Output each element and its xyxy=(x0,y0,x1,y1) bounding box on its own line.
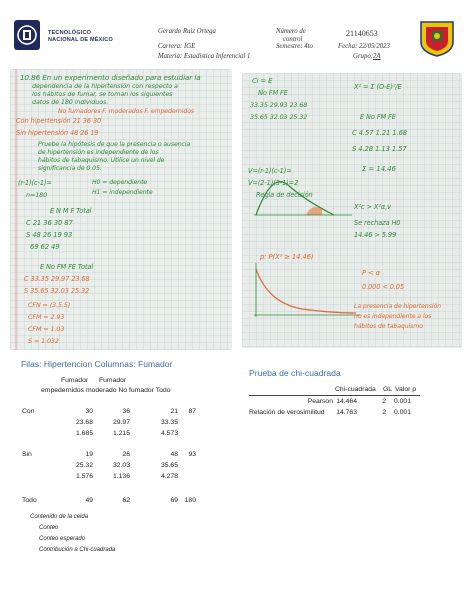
handwritten-line: No FM FE xyxy=(258,89,288,97)
group-label: Grupo: xyxy=(353,53,374,60)
chi-cell-p: 0.001 xyxy=(393,398,411,405)
handwritten-line: V=(r-1)(c-1)= xyxy=(248,167,292,175)
handwritten-line: P < α xyxy=(362,269,381,277)
table-cell: 26 xyxy=(122,451,130,458)
handwritten-line: V=(2-1)(3-1)=2 xyxy=(248,179,299,187)
school-crest-logo xyxy=(418,18,456,58)
handwritten-line: CFM = 1.03 xyxy=(28,325,65,333)
handwritten-line: no es independiente a los xyxy=(354,313,432,320)
handwritten-line: p: P(Χ² ≥ 14.46) xyxy=(260,253,314,261)
handwritten-line: datos de 180 individuos. xyxy=(32,98,109,106)
handwritten-line: La presencia de hipertensión xyxy=(354,303,441,310)
handwritten-line: S 35.65 32.03 25.32 xyxy=(24,287,90,295)
table-cell: 19 xyxy=(85,451,93,458)
col-header-fumador-1: Fumador xyxy=(61,377,89,384)
chi-cell-p: 0.001 xyxy=(393,409,411,416)
chi-square-title: Prueba de chi-cuadrada xyxy=(249,368,341,378)
table-cell: 23.68 xyxy=(75,419,93,426)
chi-cell-gl: 2 xyxy=(382,409,386,416)
handwritten-line: H0 = dependiente xyxy=(92,179,148,186)
semester: Semestre: 4to xyxy=(276,43,313,50)
subject: Materia: Estadística Inferencial 1 xyxy=(158,53,251,60)
table-cell: 4.278 xyxy=(160,473,178,480)
handwritten-line: 33.35 29.93 23.68 xyxy=(250,101,308,109)
handwritten-line: Sin hipertensión 48 26 19 xyxy=(16,129,99,137)
col-header-line-2: empedernidos moderado No fumador Todo xyxy=(41,387,171,394)
chi-cell-chi: 14.464 xyxy=(336,398,357,405)
contingency-title: Filas: Hipertencion Columnas: Fumador xyxy=(21,359,173,369)
control-number: 21140653 xyxy=(346,29,378,38)
row-label-todo: Todo xyxy=(22,497,37,504)
handwritten-line: Pruebe la hipótesis de que la presencia o ausencia xyxy=(38,141,191,148)
handwritten-line: (r-1)(c-1)= xyxy=(18,179,52,187)
handwritten-line: Se rechaza H0 xyxy=(354,219,401,227)
chi-header-rule xyxy=(249,395,420,396)
handwritten-line: CFM = 2.93 xyxy=(28,313,65,321)
handwritten-line: H1 = independiente xyxy=(92,189,153,196)
table-cell: 25.32 xyxy=(75,462,93,469)
handwritten-line: E No FM FE Total xyxy=(40,263,94,271)
handwritten-line: 35.65 32.03 25.32 xyxy=(250,113,308,121)
handwritten-line: Con hipertensión 21 36 30 xyxy=(16,117,102,125)
handwritten-line: C 21 36 30 87 xyxy=(26,219,73,227)
handwritten-line: E N M F Total xyxy=(50,207,92,215)
handwritten-line: CFN = (3.5.5) xyxy=(28,301,71,309)
chi-row-label: Pearson xyxy=(307,398,333,405)
handwritten-line: n=180 xyxy=(26,191,48,199)
handwritten-line: C 33.35 29.97 23.68 xyxy=(24,275,90,283)
handwritten-line: No fumadores F. moderados F. empedernidos xyxy=(58,108,195,115)
handwritten-line: Ci = E xyxy=(252,77,273,85)
control-label-1: Número de xyxy=(276,28,306,35)
chi-header-chi: Chi-cuadrada xyxy=(335,386,376,393)
control-label-2: control xyxy=(283,36,303,43)
table-cell: 29.97 xyxy=(112,419,130,426)
col-header-fumador-2: Fumador xyxy=(99,377,127,384)
handwritten-line: hábitos de tabaquismo. Utilice un nivel de xyxy=(38,157,165,164)
table-cell: 32.03 xyxy=(112,462,130,469)
table-cell: 87 xyxy=(188,408,196,415)
legend-title: Contenido de la celda xyxy=(30,514,89,520)
career: Carrera: IGE xyxy=(158,43,196,50)
handwritten-line: E No FM FE xyxy=(360,113,396,121)
handwritten-line: S 48 26 19 93 xyxy=(26,231,73,239)
tecnm-logo-text: TECNOLÓGICO NACIONAL DE MÉXICO xyxy=(48,30,113,43)
handwritten-notebook-right xyxy=(242,73,462,348)
handwritten-line: Regla de decisión xyxy=(256,191,313,199)
table-cell: 180 xyxy=(184,497,196,504)
table-cell: 1.685 xyxy=(75,430,93,437)
handwritten-line: hábitos de tabaquismo xyxy=(354,323,423,330)
handwritten-line: dependencia de la hipertensión con respecto a xyxy=(32,82,178,90)
table-cell: 69 xyxy=(170,497,178,504)
tecnm-logo xyxy=(12,18,42,52)
table-cell: 30 xyxy=(85,408,93,415)
date: Fecha: 22/05/2023 xyxy=(338,43,390,50)
table-cell: 49 xyxy=(85,497,93,504)
handwritten-line: Χ²c > Χ²α,v xyxy=(354,203,391,211)
table-cell: 21 xyxy=(170,408,178,415)
group-value: 2A xyxy=(373,53,381,60)
table-cell: 1.136 xyxy=(112,473,130,480)
table-cell: 36 xyxy=(122,408,130,415)
handwritten-line: 14.46 > 5.99 xyxy=(354,231,397,239)
handwritten-line: S = 1.032 xyxy=(28,337,59,345)
group xyxy=(353,53,381,60)
table-cell: 62 xyxy=(122,497,130,504)
handwritten-line: 0.000 < 0.05 xyxy=(362,283,405,291)
chi-header-p: Valor p xyxy=(395,386,417,393)
handwritten-line: significancia de 0.05. xyxy=(38,165,102,172)
table-cell: 4.573 xyxy=(160,430,178,437)
chi-header-gl: GL xyxy=(383,386,393,393)
row-label-sin: Sin xyxy=(22,451,32,458)
row-label-con: Con xyxy=(22,408,35,415)
handwritten-line: los hábitos de fumar, se toman los siguientes xyxy=(32,90,173,98)
handwritten-line: 10.86 En un experimento diseñado para estudiar la xyxy=(20,73,201,82)
handwritten-line: de hipertensión es independiente de los xyxy=(38,149,159,156)
table-cell: 48 xyxy=(170,451,178,458)
table-cell: 33.35 xyxy=(160,419,178,426)
table-cell: 93 xyxy=(188,451,196,458)
chi-cell-gl: 2 xyxy=(382,398,386,405)
handwritten-line: 69 62 49 xyxy=(30,243,60,251)
legend-item: Conteo xyxy=(39,525,59,531)
legend-item: Contribución a Chi-cuadrada xyxy=(39,547,116,553)
handwritten-notebook-left xyxy=(10,69,232,350)
handwritten-line: Σ = 14.46 xyxy=(362,165,396,173)
handwritten-line: C 4.57 1.21 1.68 xyxy=(352,129,408,137)
student-name: Gerardo Ruiz Ortega xyxy=(158,28,216,35)
table-cell: 35.65 xyxy=(160,462,178,469)
legend-item: Conteo esperado xyxy=(39,536,86,542)
chi-cell-chi: 14.763 xyxy=(336,409,357,416)
chi-row-label: Relación de verosimilitud xyxy=(249,409,325,416)
table-cell: 1.215 xyxy=(112,430,130,437)
table-cell: 1.576 xyxy=(75,473,93,480)
handwritten-line: S 4.28 1.13 1.57 xyxy=(352,145,407,153)
handwritten-line: Χ² = Σ (O-E)²/E xyxy=(354,83,402,91)
